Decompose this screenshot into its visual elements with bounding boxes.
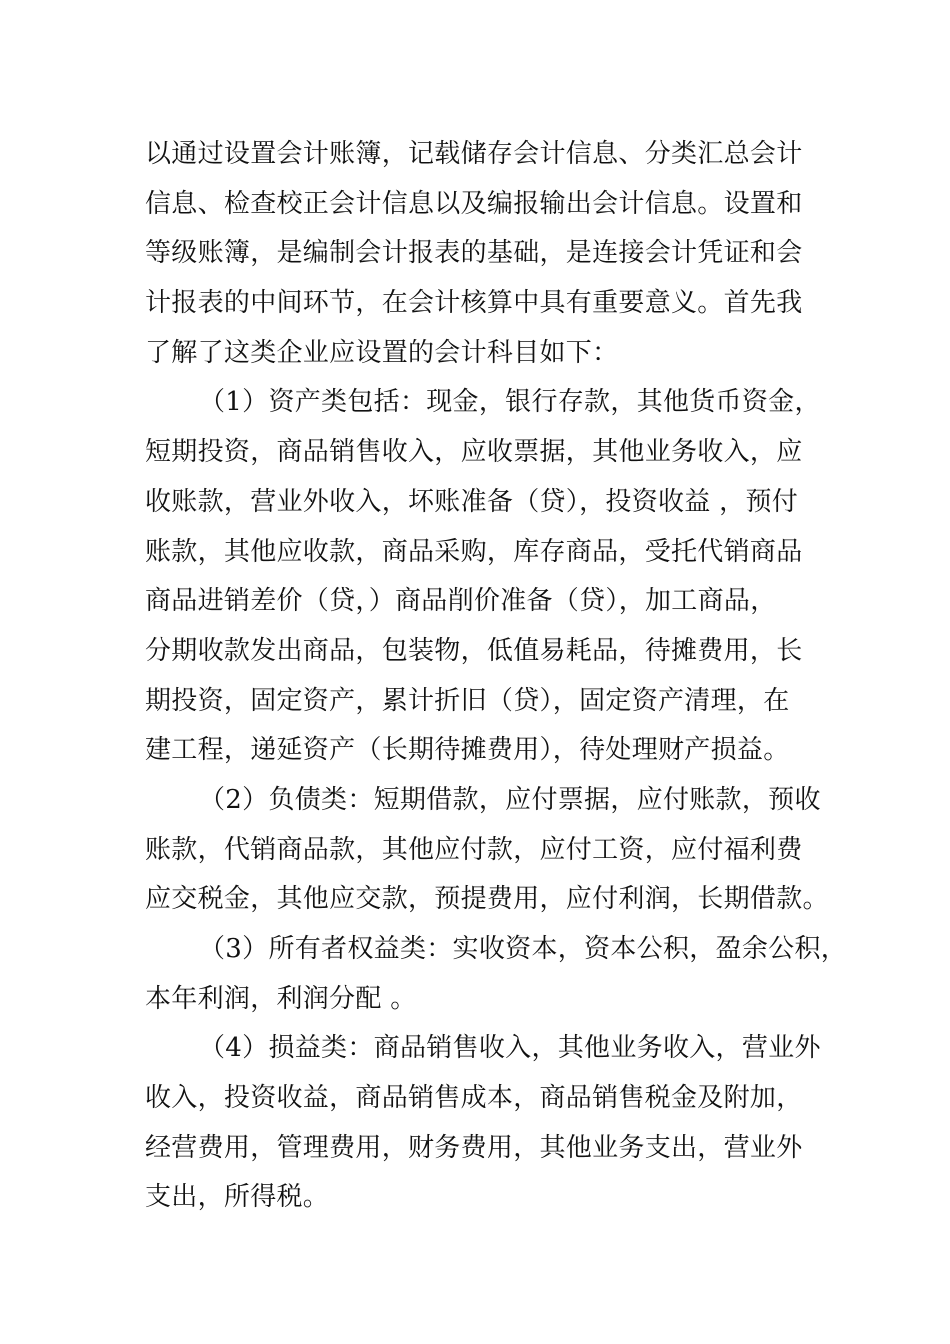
text-line: 信息、检查校正会计信息以及编报输出会计信息。设置和 — [145, 188, 803, 219]
text-line: 以通过设置会计账簿，记载储存会计信息、分类汇总会计 — [145, 139, 803, 169]
text-line: （3）所有者权益类：实收资本，资本公积，盈余公积， — [199, 934, 848, 964]
text-line: 等级账簿，是编制会计报表的基础，是连接会计凭证和会 — [145, 238, 803, 269]
text-line: 建工程，递延资产（长期待摊费用），待处理财产损益。 — [145, 735, 790, 766]
document-body — [145, 130, 848, 1223]
text-line: 期投资，固定资产，累计折旧（贷），固定资产清理，在 — [145, 685, 790, 716]
text-line: （1）资产类包括：现金，银行存款，其他货币资金， — [199, 387, 821, 418]
text-line: （2）负债类：短期借款，应付票据，应付账款，预收 — [199, 784, 821, 815]
text-line: 分期收款发出商品，包装物，低值易耗品，待摊费用，长 — [145, 635, 803, 666]
text-line: 短期投资，商品销售收入，应收票据，其他业务收入，应 — [145, 437, 803, 468]
text-line: 账款，代销商品款，其他应付款，应付工资，应付福利费 — [145, 834, 803, 865]
text-line: （4）损益类：商品销售收入，其他业务收入，营业外 — [199, 1033, 821, 1064]
text-line: 账款，其他应收款，商品采购，库存商品，受托代销商品 — [145, 536, 803, 567]
text-line: 商品进销差价（贷，）商品削价准备（贷），加工商品， — [145, 586, 777, 617]
text-line: 了解了这类企业应设置的会计科目如下： — [145, 337, 619, 368]
text-line: 经营费用，管理费用，财务费用，其他业务支出，营业外 — [145, 1132, 803, 1163]
text-line: 本年利润，利润分配 。 — [145, 983, 417, 1014]
text-line: 收账款，营业外收入，坏账准备（贷），投资收益 ，预付 — [145, 486, 799, 517]
text-line: 支出，所得税。 — [145, 1182, 330, 1213]
text-line: 应交税金，其他应交款，预提费用，应付利润，长期借款。 — [145, 884, 829, 915]
text-line: 收入，投资收益，商品销售成本，商品销售税金及附加， — [145, 1083, 803, 1114]
text-line: 计报表的中间环节，在会计核算中具有重要意义。首先我 — [145, 288, 803, 319]
